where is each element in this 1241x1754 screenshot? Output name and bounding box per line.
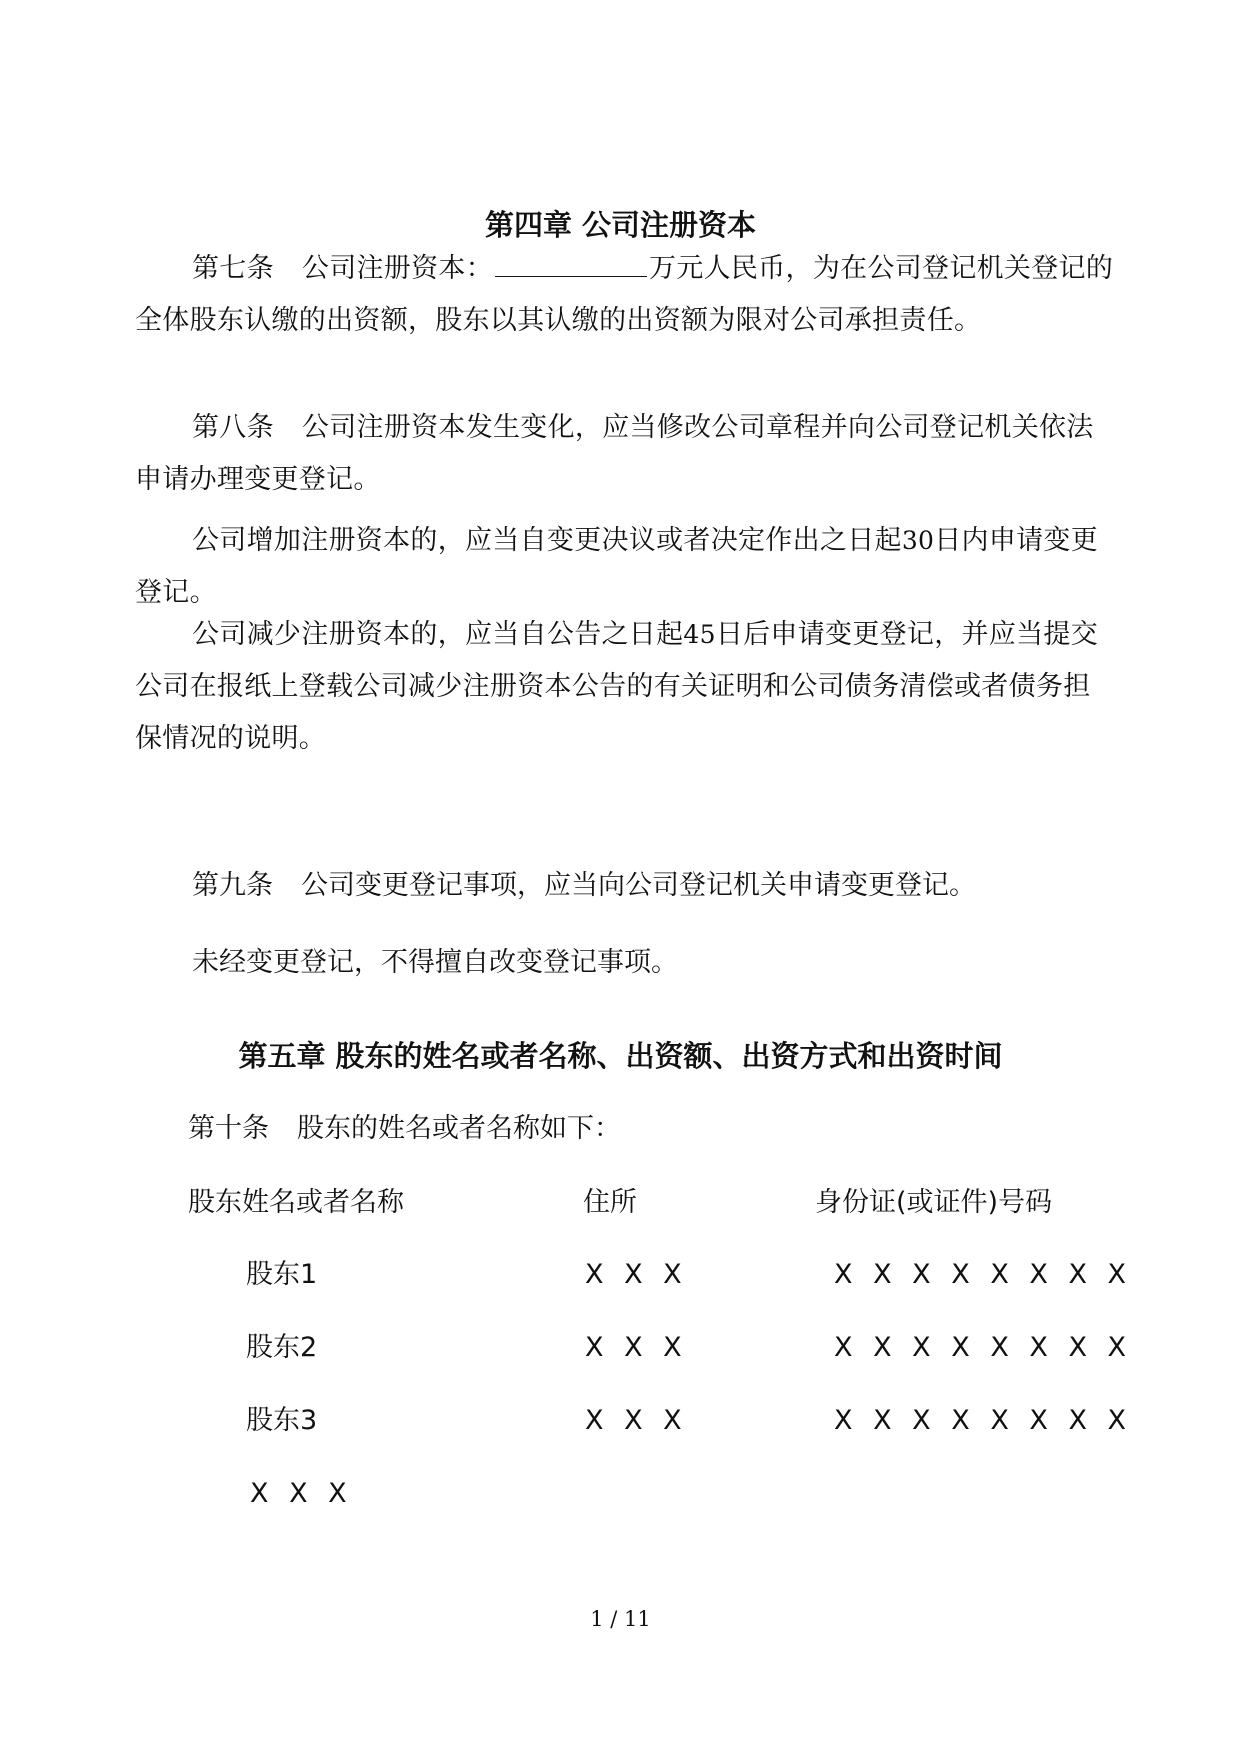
shareholder-3-address: X X X	[585, 1405, 688, 1436]
article-9-paragraph-2: 未经变更登记，不得擅自改变登记事项。	[192, 947, 678, 978]
page-number: 1 / 11	[590, 1607, 651, 1631]
header-address: 住所	[583, 1187, 637, 1218]
shareholder-2-name: 股东2	[246, 1332, 318, 1363]
article-8-paragraph-3	[135, 609, 1115, 765]
article-8-label: 第八条	[192, 412, 274, 443]
article-7-text-before: 公司注册资本：	[301, 253, 494, 284]
article-10-label: 第十条	[188, 1113, 269, 1144]
article-8-p2-after: 日内申请变更登记。	[135, 525, 1099, 608]
article-9	[192, 866, 976, 906]
article-8	[135, 402, 1115, 506]
article-8-paragraph-2	[135, 515, 1115, 619]
shareholder-2-address: X X X	[585, 1332, 688, 1363]
shareholder-2-id: X X X X X X X X	[834, 1332, 1133, 1363]
shareholder-3-name: 股东3	[246, 1405, 318, 1436]
article-8-p3-before: 公司减少注册资本的，应当自公告之日起	[192, 619, 684, 650]
chapter-4-heading: 第四章 公司注册资本	[484, 208, 757, 242]
header-id-number: 身份证(或证件)号码	[815, 1187, 1053, 1218]
article-10-text: 股东的姓名或者名称如下：	[297, 1113, 621, 1144]
registered-capital-blank	[495, 248, 647, 277]
shareholder-extra: X X X	[250, 1478, 353, 1509]
article-7-label: 第七条	[192, 253, 274, 284]
article-10	[188, 1109, 621, 1149]
article-8-p3-after: 日后申请变更登记，并应当提交公司在报纸上登载公司减少注册资本公告的有关证明和公司债务清偿或者债务担保情况的说明。	[135, 619, 1099, 754]
article-7	[135, 243, 1115, 347]
shareholder-1-name: 股东1	[246, 1259, 318, 1290]
chapter-5-heading: 第五章 股东的姓名或者名称、出资额、出资方式和出资时间	[238, 1039, 1003, 1073]
header-shareholder-name: 股东姓名或者名称	[188, 1187, 404, 1218]
article-8-p3-number: 45	[683, 620, 716, 649]
article-8-p2-number: 30	[901, 526, 935, 555]
article-8-text: 公司注册资本发生变化，应当修改公司章程并向公司登记机关依法申请办理变更登记。	[135, 412, 1094, 495]
article-9-text: 公司变更登记事项，应当向公司登记机关申请变更登记。	[301, 870, 976, 901]
shareholder-3-id: X X X X X X X X	[834, 1405, 1133, 1436]
shareholder-1-id: X X X X X X X X	[834, 1259, 1133, 1290]
shareholder-1-address: X X X	[585, 1259, 688, 1290]
article-8-p2-before: 公司增加注册资本的，应当自变更决议或者决定作出之日起	[192, 525, 902, 556]
article-7-text-after: 万元人民币，为在公司登记机关登记的全体股东认缴的出资额，股东以其认缴的出资额为限对公司承担责任。	[135, 253, 1114, 336]
article-9-label: 第九条	[192, 870, 273, 901]
